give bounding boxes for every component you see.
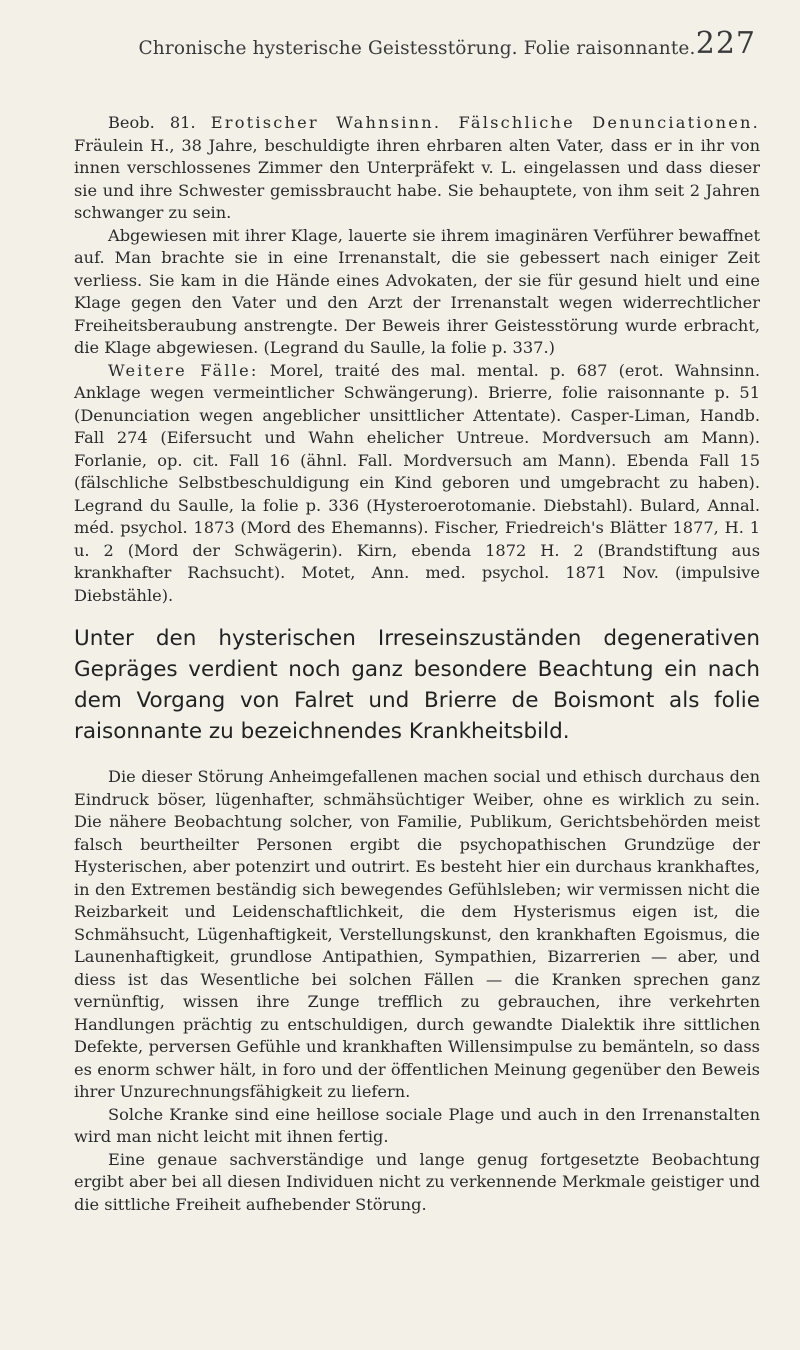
case-label: Beob. 81. bbox=[108, 113, 196, 132]
dismissed-paragraph: Abgewiesen mit ihrer Klage, lauerte sie ihrem imaginären Verführer bewaffnet auf. Man brachte sie in eine Irrenanstalt, die sie gebessert nach einiger Zeit verliess. Sie kam in die Hände eines Advokaten, der sie für gesund hielt und eine Klage gegen den Vater und den Arzt der Irrenanstalt wegen widerrechtlicher Freiheitsberaubung anstrengte. Der Beweis ihrer Geistesstörung wurde erbracht, die Klage abgewiesen. (Legrand du Saulle, la folie p. 337.) bbox=[74, 225, 760, 357]
heading-part-1: Unter den hysterischen bbox=[74, 626, 356, 651]
case-title: Erotischer Wahnsinn. Fälschliche Denunciationen. bbox=[210, 113, 760, 132]
further-cases-text: Morel, traité des mal. mental. p. 687 (erot. Wahnsinn. Anklage wegen vermeintlicher Schwängerung). Brierre, folie raisonnante p. 51 (Denunciation wegen angeblicher unsittlicher Attentate). Casper-Liman, Handb. Fall 274 (Eifersucht und Wahn ehelicher Untreue. Mordversuch am Mann). Forlanie, op. cit. Fall 16 (ähnl. Fall. Mordversuch am Mann). Ebenda Fall 15 (fälschliche Selbstbeschuldigung ein Kind geboren und umgebracht zu haben). Legrand du Saulle, la folie p. 336 (Hysteroerotomanie. Diebstahl). Bulard, Annal. méd. psychol. 1873 (Mord des Ehemanns). Fischer, Friedreich's Blätter 1877, H. 1 u. 2 (Mord der Schwägerin). Kirn, ebenda 1872 H. 2 (Brandstiftung aus krankhafter Rachsucht). Motet, Ann. med. psychol. 1871 Nov. (impulsive Diebstähle). bbox=[74, 360, 760, 605]
page-body bbox=[74, 112, 760, 1216]
further-cases-label: Weitere Fälle: bbox=[108, 360, 259, 380]
observation-paragraph: Eine genaue sachverständige und lange genug fortgesetzte Beobachtung ergibt aber bei all diesen Individuen nicht zu verkennende Merkmale geistiger und die sittliche Freiheit aufhebender Störung. bbox=[74, 1149, 760, 1214]
main-description-paragraph: Die dieser Störung Anheimgefallenen machen social und ethisch durchaus den Eindruck böser, lügenhafter, schmähsüchtiger Weiber, ohne es wirklich zu sein. Die nähere Beobachtung solcher, von Familie, Publikum, Gerichtsbehörden meist falsch beurtheilter Personen ergibt die psychopathischen Grundzüge der Hysterischen, aber potenzirt und outrirt. Es besteht hier ein durchaus krankhaftes, in den Extremen beständig sich bewegendes Gefühlsleben; wir vermissen nicht die Reizbarkeit und Leidenschaftlichkeit, die dem Hysterismus eigen ist, die Schmähsucht, Lügenhaftigkeit, Verstellungskunst, den krankhaften Egoismus, die Launenhaftigkeit, grundlose Antipathien, Sympathien, Bizarrerien — aber, und diess ist das Wesentliche bei solchen Fällen — die Kranken sprechen ganz vernünftig, wissen ihre Zunge trefflich zu gebrauchen, ihre verkehrten Handlungen prächtig zu entschuldigen, durch gewandte Dialektik ihre sittlichen Defekte, perversen Gefühle und krankhaften Willensimpulse zu bemänteln, so dass es enorm schwer hält, in foro und der öffentlichen Meinung gegenüber den Beweis ihrer Unzurechnungsfähigkeit zu liefern. bbox=[74, 767, 760, 1101]
case-81-paragraph bbox=[74, 112, 760, 225]
case-text: Fräulein H., 38 Jahre, beschuldigte ihren ehrbaren alten Vater, dass er in ihr von innen verschlossenes Zimmer den Unterpräfekt v. L. eingelassen und dass dieser sie und ihre Schwester gemissbraucht habe. Sie behauptete, von ihm seit 2 Jahren schwanger zu sein. bbox=[74, 135, 760, 222]
page-number: 227 bbox=[695, 26, 756, 61]
social-plague-paragraph: Solche Kranke sind eine heillose sociale Plage und auch in den Irrenanstalten wird man nicht leicht mit ihnen fertig. bbox=[74, 1104, 760, 1146]
running-title: Chronische hysterische Geistesstörung. Folie raisonnante. bbox=[138, 38, 696, 59]
heading-part-2: Irreseinszuständen bbox=[377, 626, 582, 651]
section-heading bbox=[74, 623, 760, 747]
heading-part-3: degenerativen Gepräges verdient noch ganz besondere Beachtung ein nach dem Vorgang von Falret und Brierre de Boismont als folie raisonnante zu bezeichnendes Krankheitsbild. bbox=[74, 626, 760, 744]
running-header bbox=[74, 0, 760, 60]
further-cases-paragraph bbox=[74, 360, 760, 608]
